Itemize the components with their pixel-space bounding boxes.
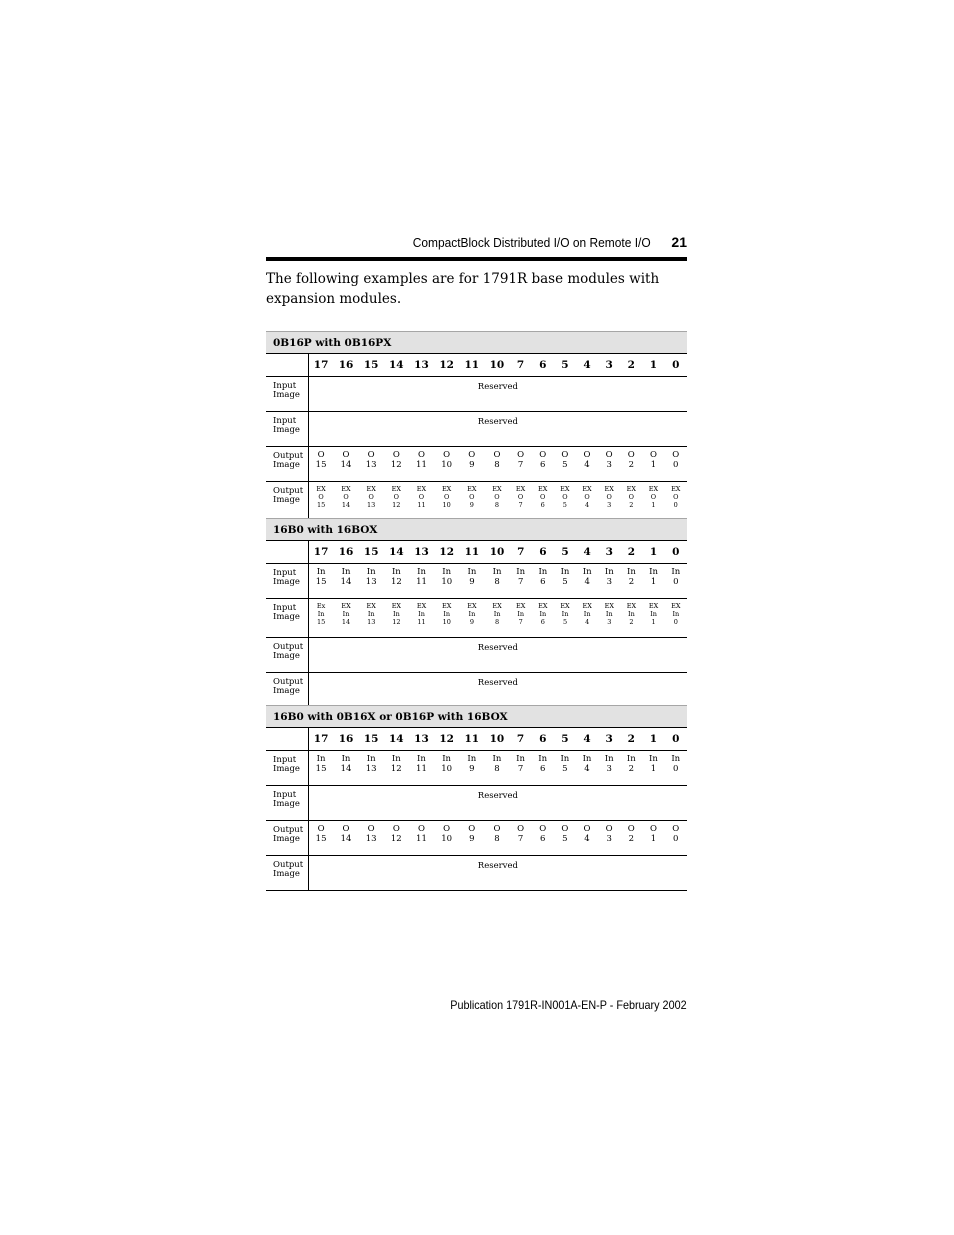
bit-cell: In 11 [409, 564, 434, 599]
bit-number: 16 [333, 541, 358, 564]
bit-number: 16 [333, 728, 358, 751]
bit-cell: In 9 [459, 751, 484, 786]
bit-cell: EX In 1 [643, 599, 665, 638]
bit-cell: Ex In 15 [308, 599, 333, 638]
table-title-row [266, 332, 687, 354]
bit-number: 11 [459, 541, 484, 564]
header-title: CompactBlock Distributed I/O on Remote I/O [413, 235, 651, 250]
bit-number: 1 [643, 541, 665, 564]
bit-cell: EX In 0 [665, 599, 687, 638]
bit-cell: In 8 [484, 564, 509, 599]
bit-cell: EX In 2 [620, 599, 642, 638]
bit-cell: In 3 [598, 751, 620, 786]
bit-cell: In 1 [642, 751, 664, 786]
bit-number: 14 [384, 541, 409, 564]
bit-cell: EX In 13 [359, 599, 384, 638]
bit-cell: O 15 [308, 821, 333, 856]
table-title-row [266, 706, 687, 728]
bit-cell: In 10 [434, 564, 459, 599]
bit-number: 4 [576, 728, 598, 751]
row-label: Output Image [266, 638, 308, 673]
reserved-cell: Reserved [308, 856, 687, 891]
bit-number: 3 [598, 354, 620, 377]
bit-cell: O 8 [484, 821, 509, 856]
bit-number: 2 [620, 354, 642, 377]
bit-cell: O 5 [554, 821, 576, 856]
table-row [266, 377, 687, 412]
bit-number: 17 [308, 354, 333, 377]
bit-number: 12 [434, 354, 459, 377]
bit-number: 15 [359, 728, 384, 751]
bit-number: 7 [510, 728, 532, 751]
bit-cell: O 4 [576, 447, 598, 482]
bit-number: 7 [510, 354, 532, 377]
bit-cell: EX In 12 [384, 599, 409, 638]
bit-cell: O 13 [359, 447, 384, 482]
bit-cell: EX O 4 [576, 482, 598, 521]
table-title: 16B0 with 0B16X or 0B16P with 16BOX [266, 706, 687, 728]
bit-cell: In 2 [620, 751, 642, 786]
bit-cell: O 12 [384, 821, 409, 856]
bit-cell: In 7 [510, 751, 532, 786]
bit-cell: EX In 11 [409, 599, 434, 638]
bit-cell: EX In 3 [598, 599, 620, 638]
row-label: Output Image [266, 447, 308, 482]
bit-number: 5 [554, 541, 576, 564]
bit-cell: O 4 [576, 821, 598, 856]
bit-cell: In 13 [359, 564, 384, 599]
reserved-cell: Reserved [308, 786, 687, 821]
bit-cell: EX O 0 [665, 482, 688, 521]
bit-number: 3 [598, 728, 620, 751]
reserved-cell: Reserved [308, 673, 687, 708]
row-label: Output Image [266, 482, 308, 521]
bit-number: 2 [620, 728, 642, 751]
bit-cell: EX O 1 [642, 482, 664, 521]
bit-cell: EX O 5 [554, 482, 576, 521]
bit-cell: O 9 [459, 821, 484, 856]
bit-cell: In 4 [576, 751, 598, 786]
bit-cell: In 12 [384, 564, 409, 599]
bit-cell: O 3 [598, 821, 620, 856]
bit-number: 5 [554, 728, 576, 751]
bit-number: 16 [333, 354, 358, 377]
bit-number: 15 [359, 541, 384, 564]
io-table [266, 518, 687, 708]
page-number: 21 [671, 234, 687, 250]
bit-cell: EX In 9 [459, 599, 484, 638]
bit-number: 1 [642, 728, 664, 751]
bit-cell: EX O 12 [384, 482, 409, 521]
bit-cell: O 2 [620, 821, 642, 856]
bit-number: 10 [484, 541, 509, 564]
bit-number: 4 [576, 354, 598, 377]
bit-cell: O 3 [598, 447, 620, 482]
table-title-row [266, 519, 687, 541]
bit-number: 11 [459, 354, 484, 377]
bit-number: 0 [665, 354, 688, 377]
bit-number: 17 [308, 728, 333, 751]
bit-cell: EX O 15 [308, 482, 333, 521]
bit-cell: O 6 [532, 821, 554, 856]
table-row [266, 638, 687, 673]
bit-cell: In 0 [665, 751, 688, 786]
bit-number: 3 [598, 541, 620, 564]
bit-number: 6 [532, 541, 554, 564]
bit-number: 14 [384, 728, 409, 751]
bit-cell: In 6 [532, 564, 554, 599]
bit-cell: In 2 [620, 564, 642, 599]
bit-cell: EX O 6 [532, 482, 554, 521]
bit-cell: EX In 5 [554, 599, 576, 638]
bit-number: 11 [459, 728, 484, 751]
intro-paragraph: The following examples are for 1791R base modules with expansion modules. [266, 271, 660, 307]
bit-number: 12 [434, 728, 459, 751]
bit-cell: O 13 [359, 821, 384, 856]
reserved-cell: Reserved [308, 638, 687, 673]
bit-cell: EX O 10 [434, 482, 459, 521]
bit-header-row [266, 541, 687, 564]
bit-cell: O 1 [642, 447, 664, 482]
bit-cell: In 5 [554, 564, 576, 599]
table-row [266, 856, 687, 891]
bit-cell: EX O 3 [598, 482, 620, 521]
row-label: Input Image [266, 786, 308, 821]
bit-cell: In 6 [532, 751, 554, 786]
bit-number: 14 [384, 354, 409, 377]
bit-number: 17 [308, 541, 333, 564]
bit-cell: O 5 [554, 447, 576, 482]
bit-cell: In 10 [434, 751, 459, 786]
bit-cell: EX In 8 [484, 599, 509, 638]
table-row [266, 673, 687, 708]
row-label: Input Image [266, 564, 308, 599]
bit-cell: In 9 [459, 564, 484, 599]
io-table [266, 331, 687, 521]
bit-number: 12 [434, 541, 459, 564]
bit-number: 5 [554, 354, 576, 377]
bit-cell: O 8 [484, 447, 509, 482]
bit-cell: EX O 9 [459, 482, 484, 521]
bit-cell: EX O 7 [510, 482, 532, 521]
bit-cell: O 7 [510, 821, 532, 856]
row-label: Output Image [266, 856, 308, 891]
bit-cell: O 11 [409, 447, 434, 482]
bit-number: 13 [409, 541, 434, 564]
bit-number: 1 [642, 354, 664, 377]
bit-cell: O 9 [459, 447, 484, 482]
bit-cell: O 0 [665, 821, 688, 856]
bit-cell: EX In 4 [576, 599, 598, 638]
bit-cell: EX In 14 [333, 599, 358, 638]
bit-cell: In 15 [308, 751, 333, 786]
bit-cell: In 15 [308, 564, 333, 599]
bit-cell: In 4 [576, 564, 598, 599]
table-row [266, 821, 687, 856]
table-row [266, 751, 687, 786]
bit-cell: O 10 [434, 821, 459, 856]
table-row [266, 599, 687, 638]
table-row [266, 786, 687, 821]
bit-number: 13 [409, 354, 434, 377]
row-label: Input Image [266, 412, 308, 447]
bit-header-row [266, 728, 687, 751]
bit-number: 6 [532, 728, 554, 751]
table-title: 0B16P with 0B16PX [266, 332, 687, 354]
table-row [266, 564, 687, 599]
bit-cell: EX O 11 [409, 482, 434, 521]
bit-cell: O 14 [333, 821, 358, 856]
row-label: Input Image [266, 599, 308, 638]
table-row [266, 482, 687, 521]
row-label: Output Image [266, 673, 308, 708]
bit-cell: EX O 8 [484, 482, 509, 521]
reserved-cell: Reserved [308, 412, 687, 447]
bit-cell: O 1 [642, 821, 664, 856]
bit-cell: EX In 10 [434, 599, 459, 638]
io-table [266, 705, 687, 891]
header-rule [266, 257, 687, 261]
bit-cell: In 0 [665, 564, 687, 599]
bit-cell: O 7 [510, 447, 532, 482]
header-corner [266, 541, 308, 564]
header-corner [266, 728, 308, 751]
bit-cell: In 14 [333, 751, 358, 786]
bit-cell: EX O 13 [359, 482, 384, 521]
bit-cell: O 6 [532, 447, 554, 482]
bit-cell: O 12 [384, 447, 409, 482]
bit-number: 0 [665, 541, 687, 564]
table-row [266, 447, 687, 482]
bit-cell: In 3 [598, 564, 620, 599]
bit-header-row [266, 354, 687, 377]
header-corner [266, 354, 308, 377]
bit-cell: O 0 [665, 447, 688, 482]
bit-number: 6 [532, 354, 554, 377]
row-label: Input Image [266, 377, 308, 412]
page-header [266, 233, 687, 259]
bit-cell: In 7 [510, 564, 532, 599]
bit-number: 15 [359, 354, 384, 377]
bit-cell: In 5 [554, 751, 576, 786]
bit-cell: In 11 [409, 751, 434, 786]
bit-number: 10 [484, 728, 509, 751]
bit-cell: EX O 14 [333, 482, 358, 521]
bit-cell: In 13 [359, 751, 384, 786]
bit-number: 13 [409, 728, 434, 751]
table-title: 16B0 with 16BOX [266, 519, 687, 541]
bit-number: 4 [576, 541, 598, 564]
bit-cell: EX In 7 [510, 599, 532, 638]
bit-cell: In 8 [484, 751, 509, 786]
bit-number: 0 [665, 728, 688, 751]
bit-cell: O 14 [333, 447, 358, 482]
bit-cell: In 14 [333, 564, 358, 599]
bit-cell: EX O 2 [620, 482, 642, 521]
row-label: Input Image [266, 751, 308, 786]
row-label: Output Image [266, 821, 308, 856]
bit-cell: O 11 [409, 821, 434, 856]
bit-number: 7 [510, 541, 532, 564]
bit-number: 2 [620, 541, 642, 564]
bit-cell: O 15 [308, 447, 333, 482]
table-row [266, 412, 687, 447]
bit-number: 10 [484, 354, 509, 377]
bit-cell: O 2 [620, 447, 642, 482]
bit-cell: EX In 6 [532, 599, 554, 638]
reserved-cell: Reserved [308, 377, 687, 412]
bit-cell: O 10 [434, 447, 459, 482]
publication-footer: Publication 1791R-IN001A-EN-P - February 2002 [450, 998, 687, 1012]
bit-cell: In 12 [384, 751, 409, 786]
bit-cell: In 1 [643, 564, 665, 599]
